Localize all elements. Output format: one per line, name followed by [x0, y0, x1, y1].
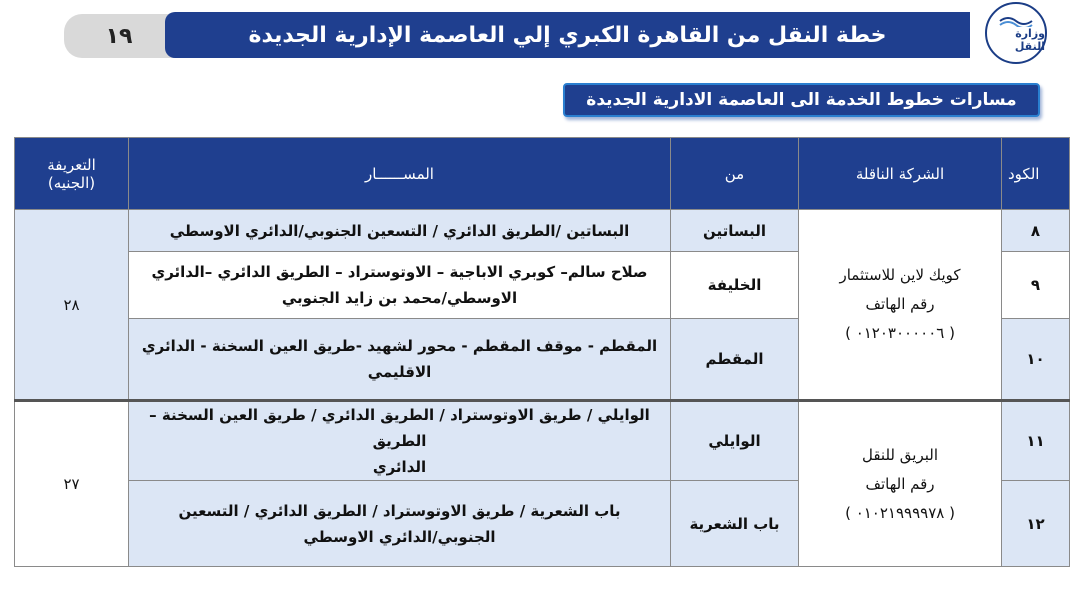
- from-cell: الخليفة: [671, 252, 799, 319]
- header-route: المســــــار: [129, 138, 671, 210]
- route-cell: [129, 401, 671, 481]
- from-cell: باب الشعرية: [671, 481, 799, 567]
- code-cell: ١٢: [1002, 481, 1070, 567]
- routes-table: [14, 137, 1070, 567]
- page-title: خطة النقل من القاهرة الكبري إلي العاصمة الإدارية الجديدة: [248, 22, 887, 48]
- route-line: الجنوبي/الدائري الاوسطي: [303, 527, 496, 546]
- company-cell: [799, 401, 1002, 567]
- code-cell: ٨: [1002, 210, 1070, 252]
- logo-wave-icon: [999, 15, 1033, 27]
- route-cell: المقطم - موقف المقطم - محور لشهيد -طريق العين السخنة - الدائري الاقليمي: [129, 319, 671, 401]
- section-subtitle: مسارات خطوط الخدمة الى العاصمة الادارية الجديدة: [586, 90, 1017, 110]
- phone-number: ( ٠١٠٢١٩٩٩٩٧٨ ): [845, 503, 955, 522]
- logo-text: وزارة النقل: [1014, 27, 1045, 53]
- route-line: صلاح سالم– كوبري الاباجية – الاوتوستراد – الطريق الدائري –الدائري: [151, 263, 648, 281]
- header-from: من: [671, 138, 799, 210]
- title-bar: [165, 12, 970, 58]
- from-cell: البساتين: [671, 210, 799, 252]
- fare-cell: ٢٧: [15, 401, 129, 567]
- route-cell: [129, 481, 671, 567]
- table-header-row: [15, 138, 1070, 210]
- header-fare-line2: (الجنيه): [47, 173, 96, 192]
- from-cell: الوايلي: [671, 401, 799, 481]
- code-cell: ١١: [1002, 401, 1070, 481]
- code-cell: ٩: [1002, 252, 1070, 319]
- table-row: [15, 401, 1070, 481]
- code-cell: ١٠: [1002, 319, 1070, 401]
- table-row: [15, 210, 1070, 252]
- route-line: الدائري: [372, 458, 427, 476]
- phone-label: رقم الهاتف: [865, 295, 935, 313]
- page-number: ١٩: [64, 14, 174, 58]
- header-fare: [15, 138, 129, 210]
- phone-number: ( ٠١٢٠٣٠٠٠٠٠٦ ): [845, 324, 955, 342]
- phone-label: رقم الهاتف: [865, 474, 935, 493]
- company-name: كويك لاين للاستثمار: [839, 266, 961, 284]
- route-cell: [129, 252, 671, 319]
- header-company: الشركة الناقلة: [799, 138, 1002, 210]
- company-name: البريق للنقل: [861, 445, 938, 464]
- section-subtitle-box: [563, 83, 1040, 117]
- from-cell: المقطم: [671, 319, 799, 401]
- route-line: باب الشعرية / طريق الاوتوستراد / الطريق الدائري / التسعين: [178, 501, 621, 520]
- fare-cell: ٢٨: [15, 210, 129, 401]
- ministry-logo: [985, 2, 1047, 64]
- company-cell: [799, 210, 1002, 401]
- route-line: الوايلي / طريق الاوتوستراد / الطريق الدائري / طريق العين السخنة – الطريق: [149, 406, 650, 450]
- route-cell: البساتين /الطريق الدائري / التسعين الجنوبي/الدائري الاوسطي: [129, 210, 671, 252]
- route-line: الاوسطي/محمد بن زايد الجنوبي: [281, 289, 518, 307]
- header-fare-line1: التعريفة: [47, 155, 96, 174]
- header-code: الكود: [1002, 138, 1070, 210]
